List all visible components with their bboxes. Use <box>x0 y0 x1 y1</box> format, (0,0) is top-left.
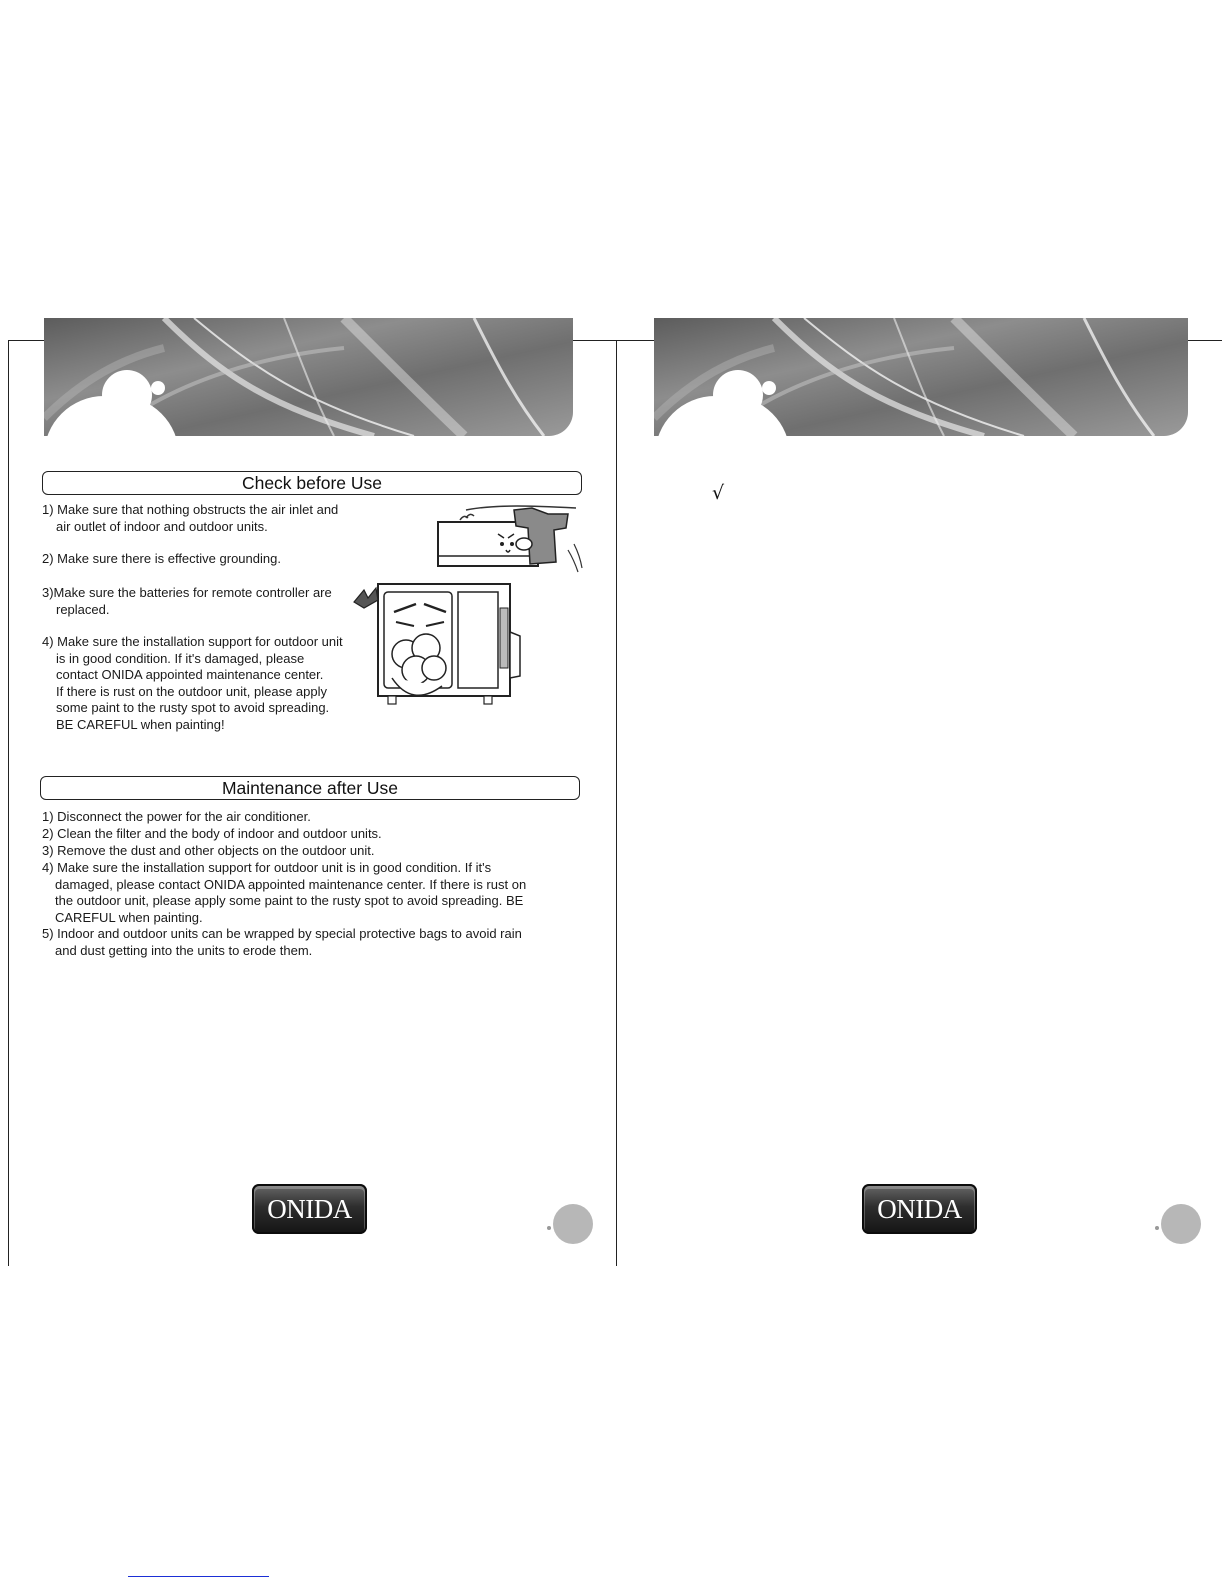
page-divider <box>616 340 617 1266</box>
maintenance-item-4-line-1: 4) Make sure the installation support for outdoor unit is in good condition. If it's <box>42 860 492 875</box>
check-before-use-heading: Check before Use <box>42 471 582 495</box>
check-item-1-line-2: air outlet of indoor and outdoor units. <box>56 518 268 534</box>
right-page-number-dot <box>1161 1204 1201 1244</box>
check-item-4-line-1: 4) Make sure the installation support for outdoor unit <box>42 634 343 649</box>
check-item-1-line-1: 1) Make sure that nothing obstructs the air inlet and <box>42 502 339 517</box>
right-banner-bubble-medium <box>713 370 763 420</box>
check-item-4-line-5: some paint to the rusty spot to avoid spreading. <box>56 700 330 715</box>
maintenance-item-2-line-1: 2) Clean the filter and the body of indoor and outdoor units. <box>42 826 382 841</box>
right-banner-bubble-small <box>762 381 776 395</box>
check-item-4-line-3: contact ONIDA appointed maintenance center. <box>56 667 324 682</box>
maintenance-after-use-heading: Maintenance after Use <box>40 776 580 800</box>
onida-logo-right: ONIDA <box>862 1184 977 1234</box>
check-item-2-line-1: 2) Make sure there is effective grounding. <box>42 551 281 566</box>
check-item-4-line-2: is in good condition. If it's damaged, please <box>56 650 305 666</box>
maintenance-item-4-line-2: damaged, please contact ONIDA appointed maintenance center. If there is rust on <box>55 876 527 892</box>
left-page-number-dot-small <box>547 1226 551 1230</box>
maintenance-item-4-line-3: the outdoor unit, please apply some paint to the rusty spot to avoid spreading. BE <box>55 893 524 908</box>
check-item-4-line-4: If there is rust on the outdoor unit, please apply <box>56 683 328 699</box>
onida-logo-left: ONIDA <box>252 1184 367 1234</box>
maintenance-item-5-line-1: 5) Indoor and outdoor units can be wrapped by special protective bags to avoid rain <box>42 926 522 941</box>
bottom-link-underline[interactable] <box>128 1576 269 1577</box>
left-page-border <box>8 340 9 1266</box>
maintenance-item-4-line-4: CAREFUL when painting. <box>55 909 203 925</box>
indoor-unit-illustration <box>436 504 584 576</box>
left-banner-bubble-small <box>151 381 165 395</box>
maintenance-item-3-line-1: 3) Remove the dust and other objects on the outdoor unit. <box>42 843 375 858</box>
left-page-number-dot <box>553 1204 593 1244</box>
check-item-3-line-1: 3)Make sure the batteries for remote controller are <box>42 585 332 600</box>
check-item-3-line-2: replaced. <box>56 601 110 617</box>
left-banner-bubble-medium <box>102 370 152 420</box>
check-mark: √ <box>712 482 725 504</box>
maintenance-item-1-line-1: 1) Disconnect the power for the air conditioner. <box>42 809 311 824</box>
maintenance-item-5-line-2: and dust getting into the units to erode them. <box>55 942 313 958</box>
check-item-4-line-6: BE CAREFUL when painting! <box>56 716 225 732</box>
right-page-number-dot-small <box>1155 1226 1159 1230</box>
outdoor-unit-illustration <box>352 578 524 714</box>
